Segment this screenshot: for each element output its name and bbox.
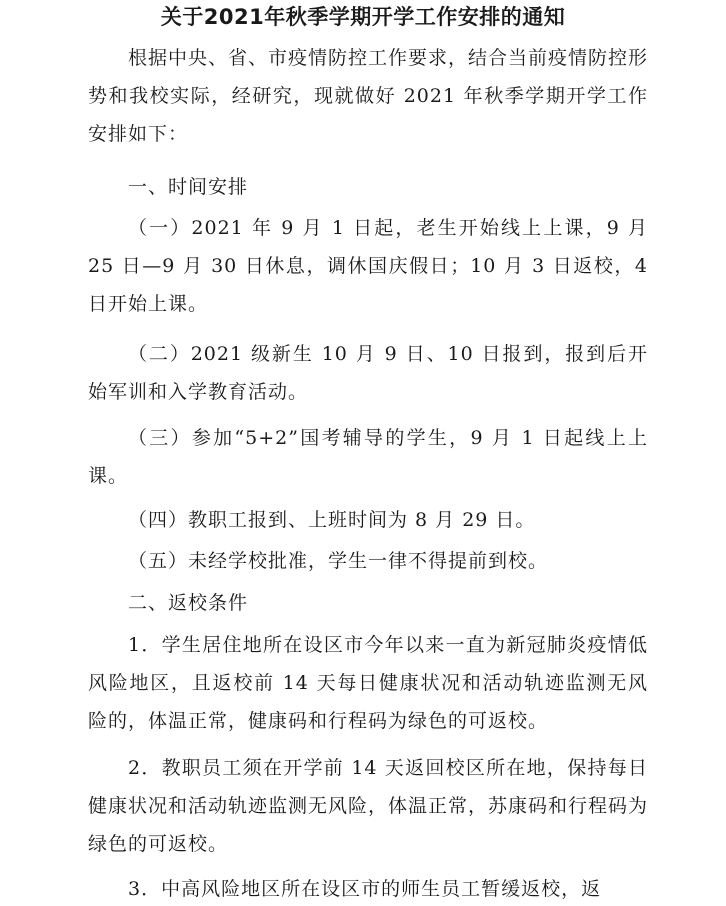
intro-paragraph: 根据中央、省、市疫情防控工作要求，结合当前疫情防控形势和我校实际，经研究，现就做好 2021 年秋季学期开学工作安排如下： [88, 47, 649, 145]
section-heading-time: 一、时间安排 [128, 176, 249, 198]
list-item: 2．教职员工须在开学前 14 天返回校区所在地，保持每日健康状况和活动轨迹监测无风险，体温正常，苏康码和行程码为绿色的可返校。 [88, 757, 649, 855]
document-title: 关于2021年秋季学期开学工作安排的通知 [160, 5, 566, 29]
section-heading-conditions: 二、返校条件 [128, 592, 249, 614]
list-item: （一）2021 年 9 月 1 日起，老生开始线上上课，9 月 25 日—9 月 30 日休息，调休国庆假日；10 月 3 日返校，4 日开始上课。 [88, 217, 648, 315]
list-item: （二）2021 级新生 10 月 9 日、10 日报到，报到后开始军训和入学教育活动。 [88, 343, 648, 403]
list-item: 3．中高风险地区所在设区市的师生员工暂缓返校，返 [128, 878, 602, 900]
list-item: （三）参加“5+2”国考辅导的学生，9 月 1 日起线上上课。 [88, 427, 648, 487]
list-item: （五）未经学校批准，学生一律不得提前到校。 [128, 550, 549, 572]
list-item: （四）教职工报到、上班时间为 8 月 29 日。 [128, 509, 536, 531]
list-item: 1．学生居住地所在设区市今年以来一直为新冠肺炎疫情低风险地区，且返校前 14 天每日健康状况和活动轨迹监测无风险的，体温正常，健康码和行程码为绿色的可返校。 [88, 634, 648, 732]
